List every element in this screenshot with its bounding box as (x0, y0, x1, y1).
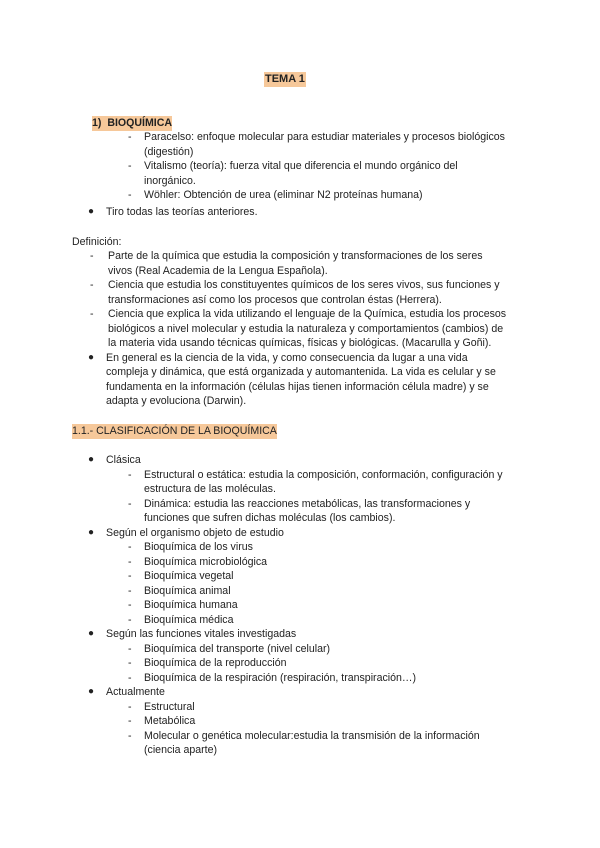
list-item-text: Ciencia que explica la vida utilizando el lenguaje de la Química, estudia los procesos (108, 308, 507, 320)
list-item-text: compleja y dinámica, que está organizada y automantenida. La vida es celular y se (106, 366, 496, 378)
list-item-text: Bioquímica humana (144, 599, 238, 611)
bullet-marker: ● (88, 686, 95, 697)
list-item-text: Bioquímica microbiológica (144, 555, 268, 568)
list-item-text: adapta y evoluciona (Darwin). (106, 395, 247, 407)
dash-marker: - (90, 250, 94, 262)
list-item-text: En general es la ciencia de la vida, y como consecuencia da lugar a una vida (106, 351, 468, 364)
dash-marker: - (128, 570, 132, 582)
list-item-text: Bioquímica del transporte (nivel celular) (144, 642, 331, 655)
list-item-text: Vitalismo (teoría): fuerza vital que diferencia el mundo orgánico del (144, 160, 458, 172)
subsection-heading: 1.1.- CLASIFICACIÓN DE LA BIOQUÍMICA (72, 425, 277, 437)
bullet-marker: ● (88, 206, 95, 217)
list-item-text: fundamenta en la información (células hijas tienen información célula madre) y se (106, 380, 489, 393)
list-item-text: inorgánico. (144, 174, 196, 187)
bullet-marker: ● (88, 628, 95, 639)
dash-marker: - (128, 715, 132, 727)
dash-marker: - (128, 599, 132, 611)
dash-marker: - (128, 160, 132, 172)
list-item-text: estructura de las moléculas. (144, 483, 276, 495)
dash-marker: - (128, 541, 132, 553)
dash-marker: - (128, 497, 132, 510)
definition-label: Definición: (72, 236, 122, 248)
list-item-text: Bioquímica vegetal (144, 570, 234, 582)
group-label: Clásica (106, 454, 141, 466)
list-item-text: Bioquímica médica (144, 613, 234, 626)
dash-marker: - (128, 584, 132, 597)
dash-marker: - (128, 468, 132, 481)
list-item-text: Wöhler: Obtención de urea (eliminar N2 proteínas humana) (144, 189, 423, 201)
list-item-text: Estructural o estática: estudia la composición, conformación, configuración y (144, 468, 503, 481)
dash-marker: - (128, 671, 132, 684)
dash-marker: - (128, 555, 132, 568)
list-item-text: Bioquímica animal (144, 584, 231, 597)
bullet-marker: ● (88, 351, 95, 363)
dash-marker: - (90, 279, 94, 291)
dash-marker: - (128, 642, 132, 655)
list-item-text: Dinámica: estudia las reacciones metabólicas, las transformaciones y (144, 497, 471, 510)
list-item-text: Metabólica (144, 715, 196, 727)
dash-marker: - (128, 700, 132, 713)
list-item-text: (ciencia aparte) (144, 744, 218, 756)
list-item-text: Estructural (144, 700, 195, 713)
list-item-text: Parte de la química que estudia la composición y transformaciones de los seres (108, 250, 483, 262)
list-item-text: Ciencia que estudia los constituyentes químicos de los seres vivos, sus funciones y (108, 279, 500, 291)
dash-marker: - (128, 613, 132, 626)
list-item-text: (digestión) (144, 145, 194, 158)
bullet-marker: ● (88, 526, 95, 538)
list-item-text: vivos (Real Academia de la Lengua Española). (108, 264, 328, 277)
section-title: BIOQUÍMICA (107, 117, 173, 129)
section-heading (92, 116, 172, 131)
list-item-text: biológicos a nivel molecular y estudia la naturaleza y comportamientos (cambios) de (108, 322, 504, 335)
list-item-text: transformaciones así como los procesos que controlan éstas (Herrera). (108, 293, 442, 306)
list-item-text: funciones que sufren dichas moléculas (los cambios). (144, 512, 396, 524)
page-title: TEMA 1 (265, 73, 305, 85)
list-item-text: la materia vida usando técnicas químicas, físicas y biológicas. (Macarulla y Goñi). (108, 337, 492, 349)
list-item-text: Bioquímica de los virus (144, 541, 253, 553)
bullet-marker: ● (88, 454, 95, 465)
list-item-text: Paracelso: enfoque molecular para estudiar materiales y procesos biológicos (144, 131, 505, 143)
group-label: Según las funciones vitales investigadas (106, 628, 297, 640)
list-item-text: Molecular o genética molecular:estudia la transmisión de la información (144, 729, 480, 742)
list-item-text: Bioquímica de la reproducción (144, 657, 287, 669)
dash-marker: - (128, 189, 132, 201)
section-number: 1) (92, 117, 102, 129)
list-item-text: Tiro todas las teorías anteriores. (106, 206, 258, 218)
dash-marker: - (128, 729, 132, 742)
dash-marker: - (128, 131, 132, 143)
group-label: Según el organismo objeto de estudio (106, 526, 284, 539)
group-label: Actualmente (106, 686, 165, 698)
dash-marker: - (90, 308, 94, 320)
list-item-text: Bioquímica de la respiración (respiración, transpiración…) (144, 671, 417, 684)
dash-marker: - (128, 657, 132, 669)
